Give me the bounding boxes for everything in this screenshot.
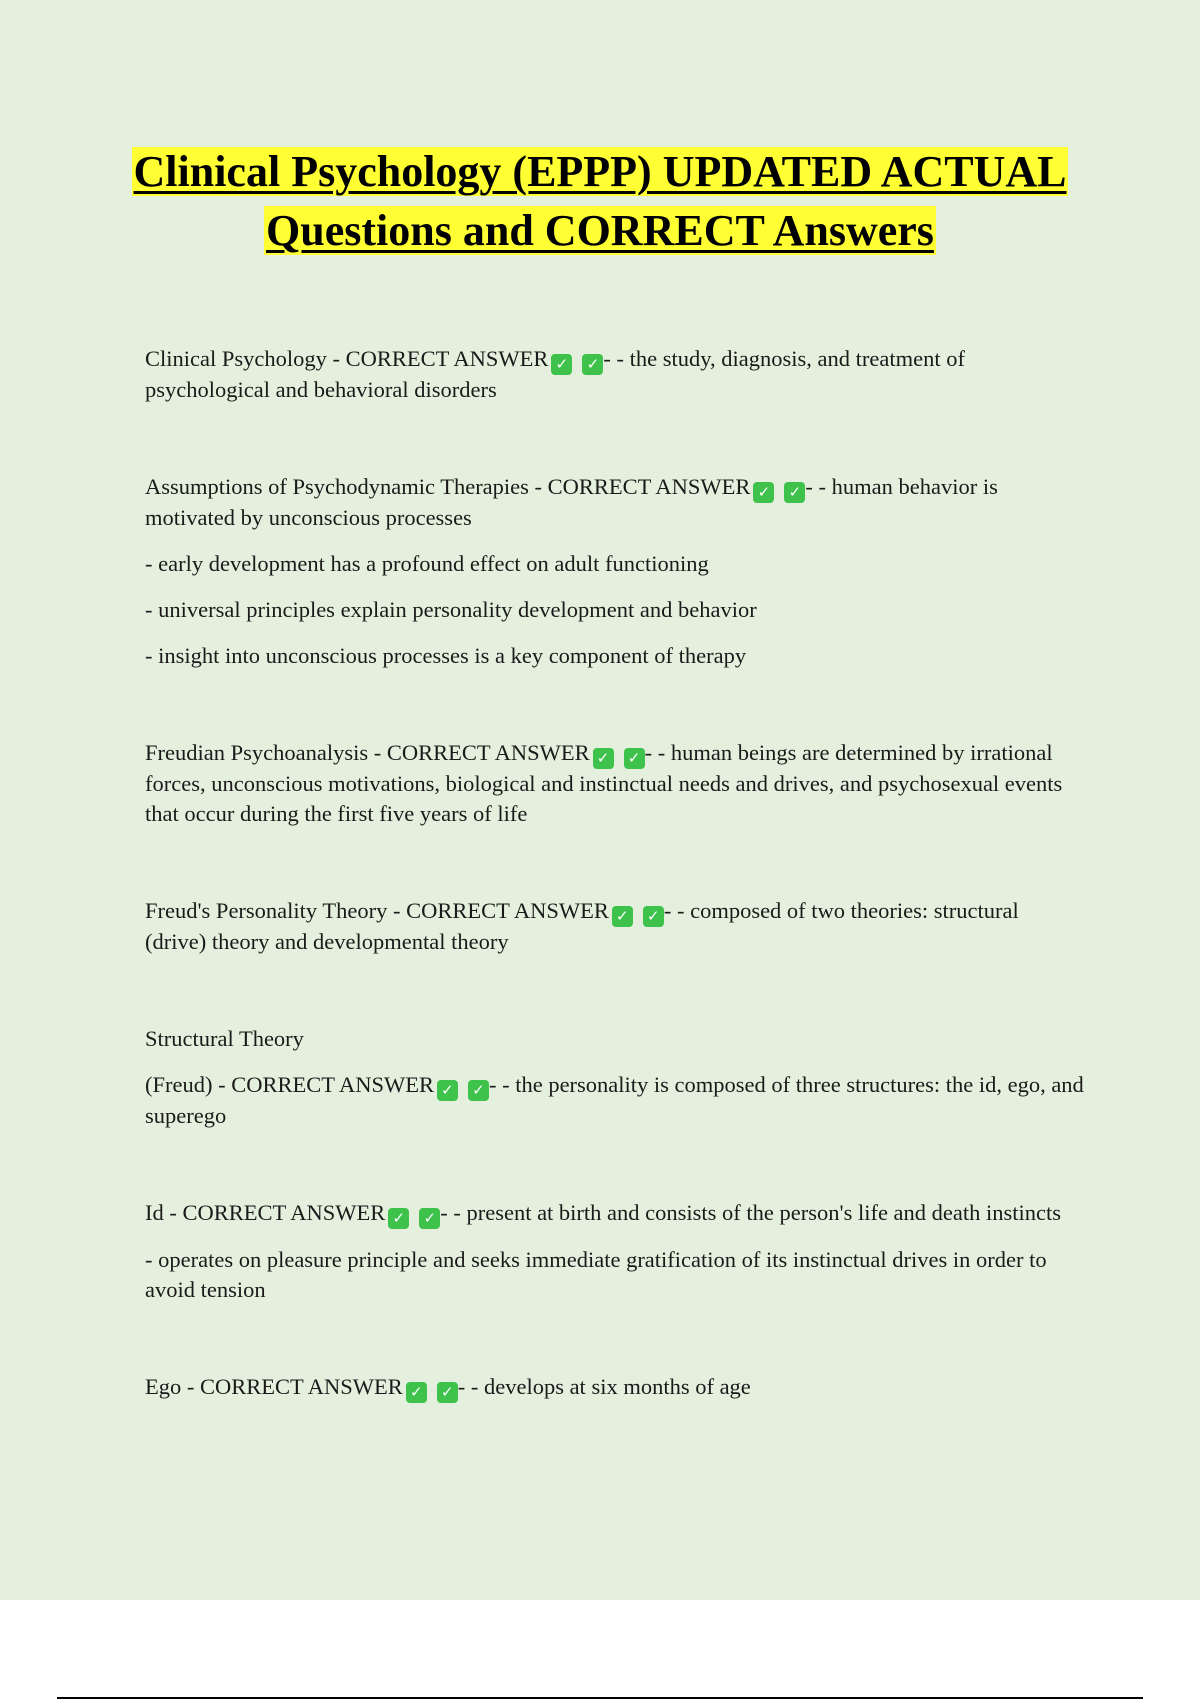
- check-box-icon: ✓: [551, 354, 572, 375]
- check-box-icon: ✓: [468, 1080, 489, 1101]
- footer-rule: [57, 1697, 1143, 1699]
- check-box-icon: ✓: [612, 906, 633, 927]
- check-box-icon: ✓: [753, 482, 774, 503]
- entry-term: Assumptions of Psychodynamic Therapies - CORRECT ANSWER: [145, 474, 751, 499]
- entry-term: (Freud) - CORRECT ANSWER: [145, 1072, 434, 1097]
- qa-entry: [145, 1372, 1085, 1403]
- entry-heading: Structural Theory: [145, 1026, 304, 1051]
- entry-term: Id - CORRECT ANSWER: [145, 1200, 386, 1225]
- entry-answer: - - human behavior is motivated by unconscious processes: [145, 474, 998, 530]
- entry-question: [145, 896, 1085, 957]
- entry-term: Ego - CORRECT ANSWER: [145, 1374, 403, 1399]
- check-box-icon: ✓: [419, 1208, 440, 1229]
- check-box-icon: ✓: [437, 1080, 458, 1101]
- entry-term: Freudian Psychoanalysis - CORRECT ANSWER: [145, 740, 590, 765]
- entry-detail: - early development has a profound effect on adult functioning: [145, 551, 709, 576]
- check-box-icon: ✓: [643, 906, 664, 927]
- qa-entry: [145, 472, 1085, 671]
- entry-answer: - - composed of two theories: structural (drive) theory and developmental theory: [145, 898, 1019, 954]
- entry-answer: - - the personality is composed of three structures: the id, ego, and superego: [145, 1072, 1084, 1128]
- check-box-icon: ✓: [624, 748, 645, 769]
- document-title: [100, 142, 1100, 260]
- entry-question: [145, 344, 1085, 405]
- check-box-icon: ✓: [388, 1208, 409, 1229]
- entry-question: [145, 738, 1085, 829]
- check-box-icon: ✓: [593, 748, 614, 769]
- qa-entry: [145, 344, 1085, 405]
- check-box-icon: ✓: [437, 1382, 458, 1403]
- entry-term: Freud's Personality Theory - CORRECT ANSWER: [145, 898, 609, 923]
- entry-term: Clinical Psychology - CORRECT ANSWER: [145, 346, 549, 371]
- entry-question: [145, 1372, 1085, 1403]
- qa-list: [145, 344, 1085, 1470]
- qa-entry: [145, 738, 1085, 829]
- qa-entry: [145, 896, 1085, 957]
- entry-answer: - - present at birth and consists of the person's life and death instincts: [440, 1200, 1062, 1225]
- entry-answer: - - the study, diagnosis, and treatment of psychological and behavioral disorders: [145, 346, 965, 402]
- entry-question: [145, 1070, 1085, 1131]
- qa-entry: [145, 1024, 1085, 1131]
- entry-detail: - operates on pleasure principle and seeks immediate gratification of its instinctual drives in order to avoid tension: [145, 1247, 1047, 1302]
- title-text: Clinical Psychology (EPPP) UPDATED ACTUAL Questions and CORRECT Answers: [133, 147, 1067, 255]
- qa-entry: [145, 1198, 1085, 1305]
- entry-detail: - universal principles explain personality development and behavior: [145, 597, 757, 622]
- entry-question: [145, 472, 1085, 533]
- entry-detail: - insight into unconscious processes is a key component of therapy: [145, 643, 747, 668]
- check-box-icon: ✓: [784, 482, 805, 503]
- entry-question: [145, 1198, 1085, 1229]
- check-box-icon: ✓: [582, 354, 603, 375]
- entry-answer: - - develops at six months of age: [457, 1374, 751, 1399]
- check-box-icon: ✓: [406, 1382, 427, 1403]
- entry-answer: - - human beings are determined by irrational forces, unconscious motivations, biological and instinctual needs and drives, and psychosexual events that occur during the first five years of life: [145, 740, 1063, 826]
